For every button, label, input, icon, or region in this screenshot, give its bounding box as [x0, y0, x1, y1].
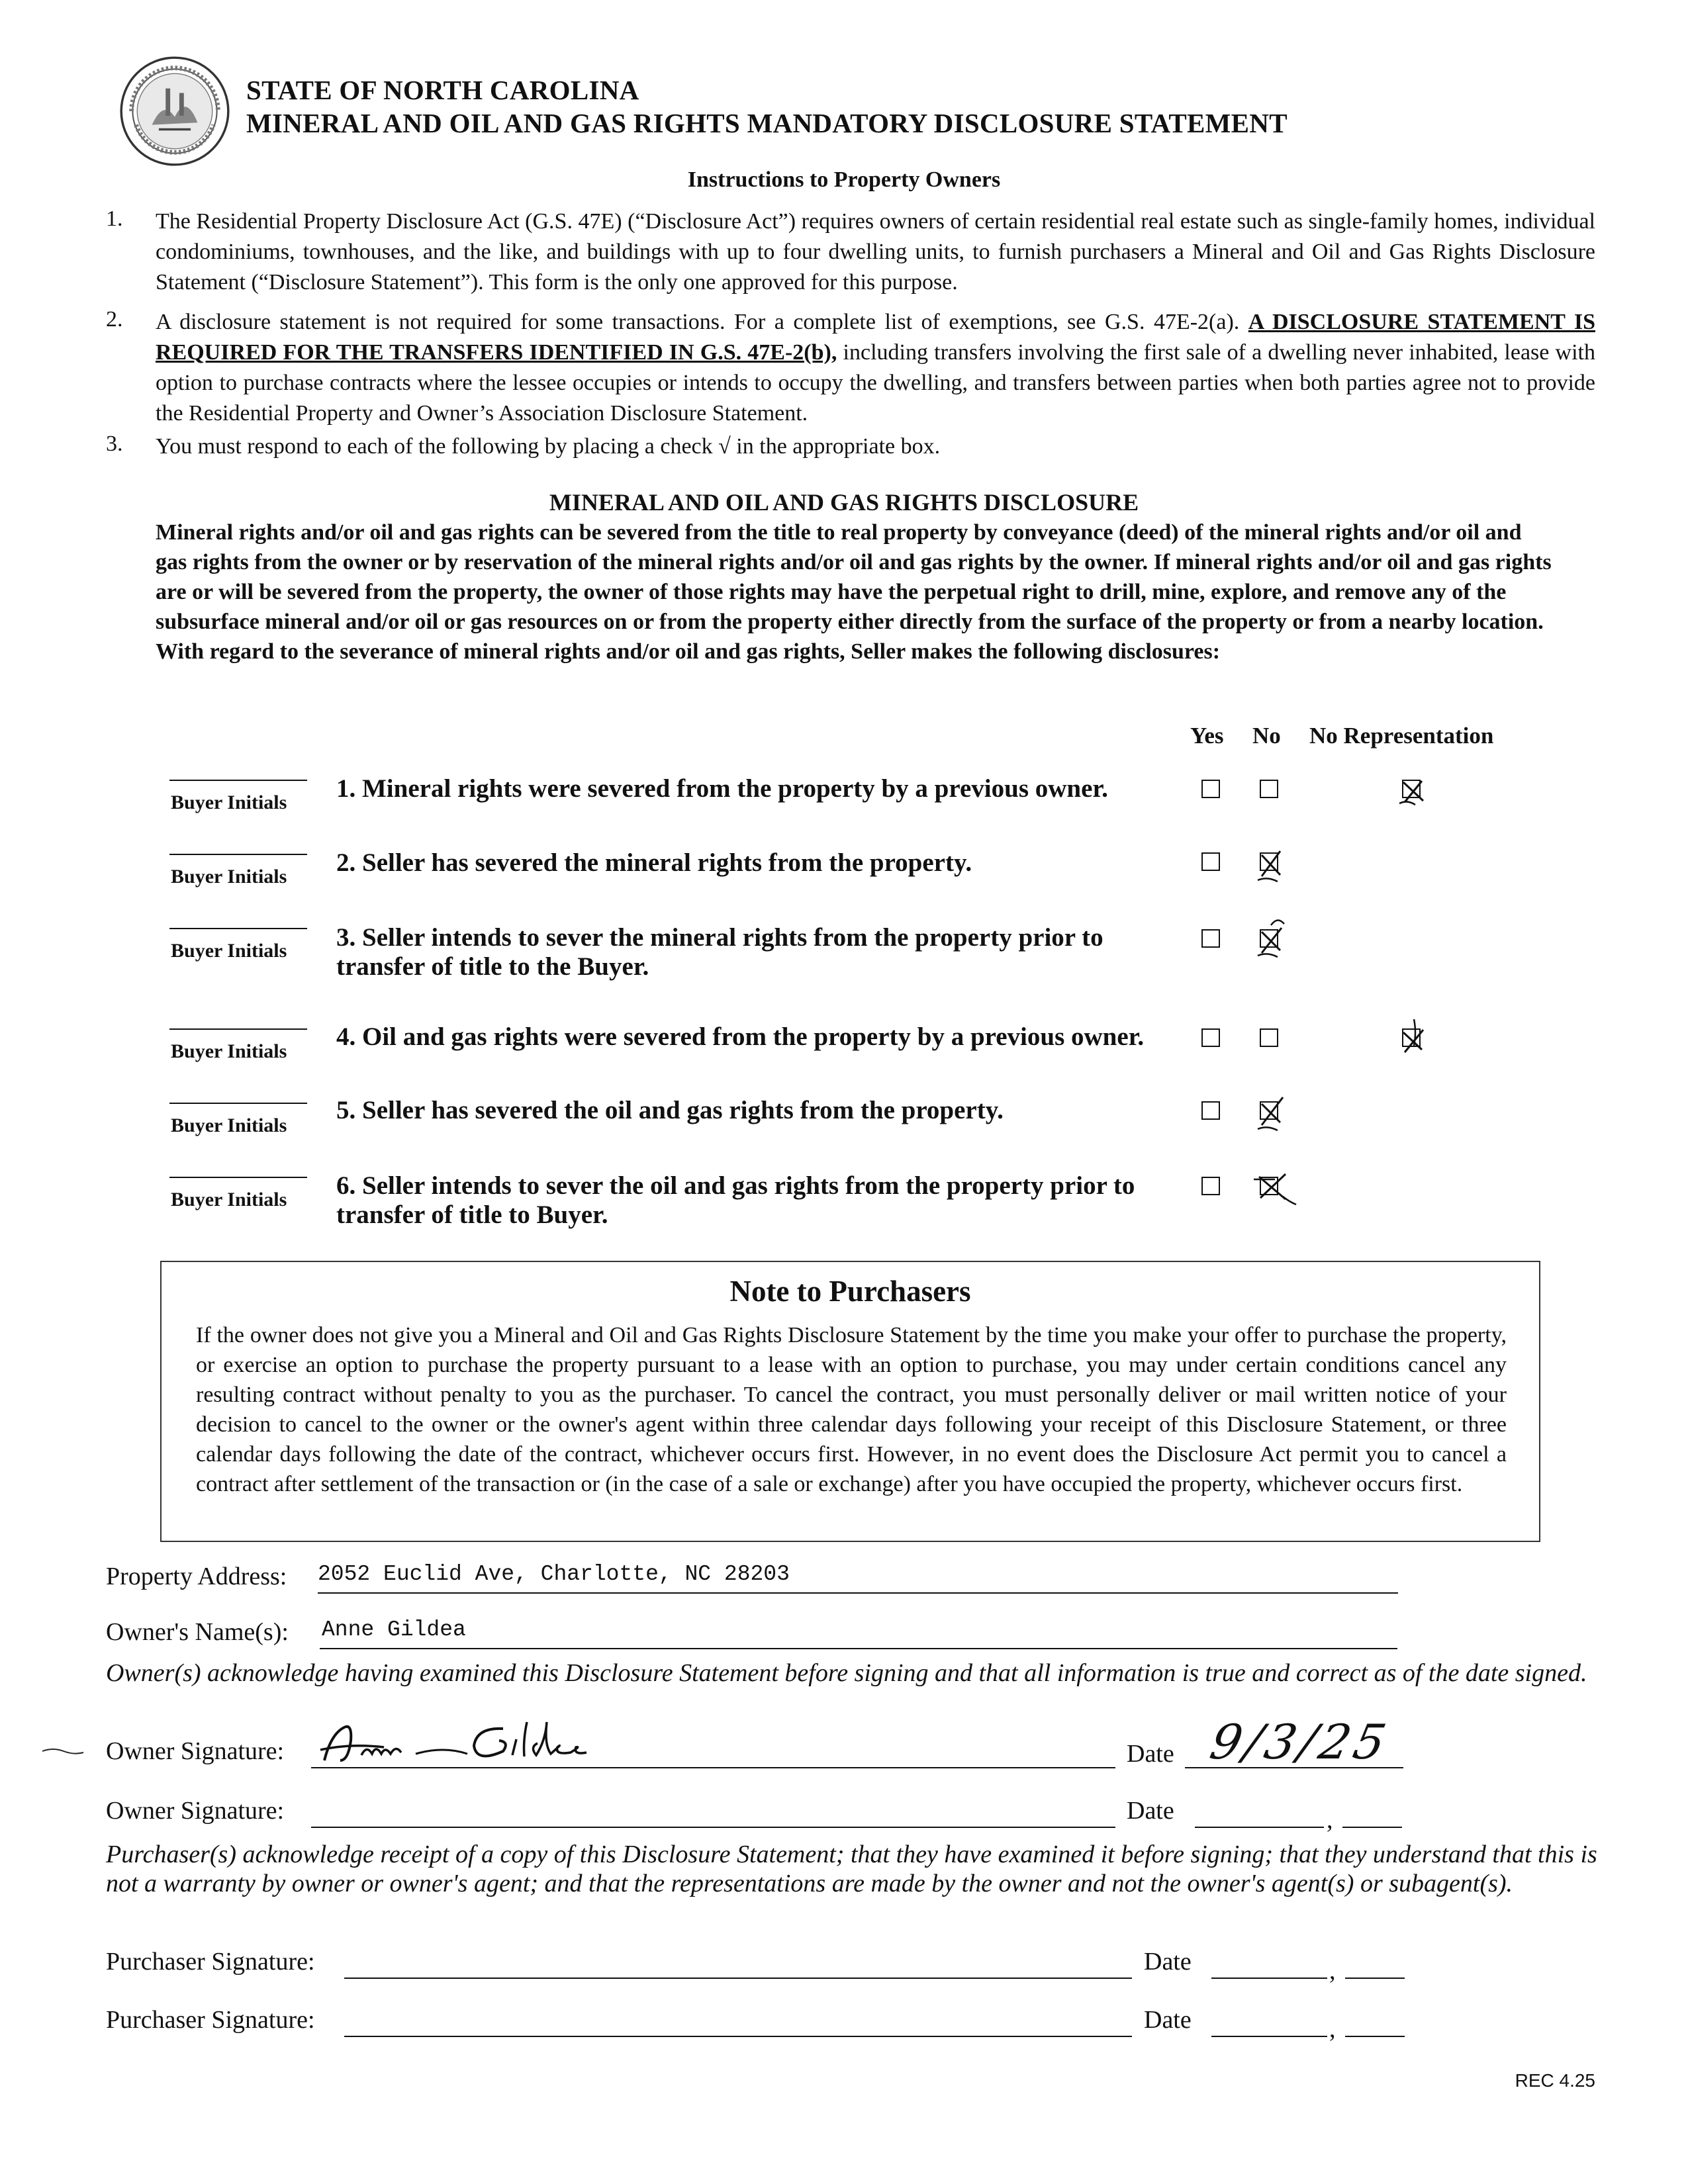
buyer-initials-label: Buyer Initials	[171, 1040, 287, 1062]
purchaser-date-field-2-year[interactable]	[1345, 2036, 1405, 2037]
question-text: 1. Mineral rights were severed from the property by a previous owner.	[336, 774, 1108, 803]
owner-signature-field-2[interactable]	[311, 1827, 1115, 1828]
handwritten-check-mark-icon	[1251, 1089, 1293, 1133]
question-text: 5. Seller has severed the oil and gas rights from the property.	[336, 1096, 1004, 1124]
yes-checkbox[interactable]	[1201, 929, 1220, 948]
note-to-purchasers-box	[160, 1261, 1540, 1542]
handwritten-check-mark-icon	[1251, 913, 1293, 960]
buyer-initials-label: Buyer Initials	[171, 866, 287, 887]
owner-handwritten-signature-icon	[311, 1714, 682, 1770]
instruction-2-part-a: A disclosure statement is not required for some transactions. For a complete list of exemptions, see G.S. 47E-2(a).	[156, 310, 1240, 334]
purchaser-date-label: Date	[1144, 1948, 1192, 1976]
yes-checkbox[interactable]	[1201, 1028, 1220, 1047]
date-comma: ,	[1329, 2015, 1336, 2043]
yes-checkbox[interactable]	[1201, 780, 1220, 798]
owner-signature-label: Owner Signature:	[106, 1737, 285, 1765]
purchaser-signature-field-1[interactable]	[344, 1978, 1132, 1979]
buyer-initials-line[interactable]	[169, 1103, 307, 1104]
buyer-initials-line[interactable]	[169, 928, 307, 929]
handwritten-check-mark-icon	[1248, 1166, 1301, 1207]
column-header-no: No	[1252, 723, 1281, 749]
handwritten-check-mark-icon	[1395, 773, 1432, 810]
property-address-label: Property Address:	[106, 1563, 287, 1590]
instruction-2-part-c: including transfers involving the first sale of a dwelling never inhabited, lease with option to purchase contracts where the lessee occupies or intends to occupy the dwelling, and transfers between parties when both parties agree not to provide the Residential Property and Owner’s Association Disclosure Statement.	[156, 340, 1596, 426]
instruction-number: 3.	[106, 432, 123, 456]
instruction-1-text: The Residential Property Disclosure Act (G.S. 47E) (“Disclosure Act”) requires owners of certain residential real estate such as single-family homes, individual condominiums, townhouses, and the like, and buildings with up to four dwelling units, to furnish purchasers a Mineral and Oil and Gas Rights Disclosure Statement (“Disclosure Statement”). This form is the only one approved for this purpose.	[156, 209, 1595, 295]
buyer-initials-label: Buyer Initials	[171, 940, 287, 962]
no-checkbox[interactable]	[1260, 1028, 1278, 1047]
instruction-number: 1.	[106, 206, 123, 231]
form-code: REC 4.25	[1515, 2070, 1595, 2091]
buyer-initials-line[interactable]	[169, 1177, 307, 1178]
owner-acknowledgment: Owner(s) acknowledge having examined this Disclosure Statement before signing and that all information is true and correct as of the date signed.	[106, 1659, 1587, 1687]
purchaser-signature-label: Purchaser Signature:	[106, 1948, 315, 1976]
owner-name-field[interactable]	[320, 1648, 1397, 1649]
no-checkbox[interactable]	[1260, 780, 1278, 798]
owner-date-value-handwritten: 9/3/25	[1205, 1714, 1395, 1770]
question-text: 3. Seller intends to sever the mineral rights from the property prior to transfer of title to the Buyer.	[336, 923, 1103, 981]
column-header-no-representation: No Representation	[1309, 723, 1494, 749]
instruction-2-text	[156, 307, 1595, 429]
form-state-heading: STATE OF NORTH CAROLINA	[246, 75, 639, 105]
stray-pen-mark-icon	[40, 1745, 86, 1758]
instruction-3-text: You must respond to each of the following by placing a check √ in the appropriate box.	[156, 434, 941, 459]
owner-date-field-2-year[interactable]	[1342, 1827, 1402, 1828]
purchaser-date-field-2-month-day[interactable]	[1211, 2036, 1327, 2037]
column-header-yes: Yes	[1190, 723, 1224, 749]
instructions-title: Instructions to Property Owners	[687, 167, 1001, 192]
disclosure-section-title: MINERAL AND OIL AND GAS RIGHTS DISCLOSURE	[549, 489, 1139, 516]
owner-signature-label-2: Owner Signature:	[106, 1797, 285, 1825]
owner-date-label: Date	[1127, 1740, 1174, 1768]
owner-name-value: Anne Gildea	[322, 1617, 466, 1642]
yes-checkbox[interactable]	[1201, 852, 1220, 871]
handwritten-check-mark-icon	[1394, 1013, 1434, 1059]
property-address-value: 2052 Euclid Ave, Charlotte, NC 28203	[318, 1562, 790, 1586]
buyer-initials-line[interactable]	[169, 854, 307, 855]
buyer-initials-label: Buyer Initials	[171, 792, 287, 813]
disclosure-section-body: Mineral rights and/or oil and gas rights can be severed from the title to real property by conveyance (deed) of the mineral rights and/or oil and gas rights from the owner or by reservation of the mineral rights and/or oil and gas rights by the owner. If mineral rights and/or oil and gas rights are or will be severed from the property, the owner of those rights may have the perpetual right to drill, mine, explore, and remove any of the subsurface mineral and/or oil or gas resources on or from the property either directly from the surface of the property or from a nearby location. With regard to the severance of mineral rights and/or oil and gas rights, Seller makes the following disclosures:	[156, 520, 1552, 664]
purchaser-date-field-1-year[interactable]	[1345, 1978, 1405, 1979]
note-text: If the owner does not give you a Mineral and Oil and Gas Rights Disclosure Statement by the time you make your offer to purchase the property, or exercise an option to purchase the property pursuant to a lease with an option to purchase, you may under certain conditions cancel any resulting contract without penalty to you as the purchaser. To cancel the contract, you must personally deliver or mail written notice of your decision to cancel to the owner or the owner's agent within three calendar days following your receipt of this Disclosure Statement, or three calendar days following the date of the contract, whichever occurs first. However, in no event does the Disclosure Act permit you to cancel a contract after settlement of the transaction or (in the case of a sale or exchange) after you have occupied the property, whichever occurs first.	[196, 1323, 1507, 1496]
yes-checkbox[interactable]	[1201, 1101, 1220, 1120]
form-title: MINERAL AND OIL AND GAS RIGHTS MANDATORY DISCLOSURE STATEMENT	[246, 108, 1288, 138]
date-comma: ,	[1327, 1806, 1333, 1834]
purchaser-date-field-1-month-day[interactable]	[1211, 1978, 1327, 1979]
buyer-initials-line[interactable]	[169, 1028, 307, 1030]
question-text: 2. Seller has severed the mineral rights from the property.	[336, 848, 972, 877]
purchaser-date-label-2: Date	[1144, 2006, 1192, 2034]
question-text: 4. Oil and gas rights were severed from the property by a previous owner.	[336, 1023, 1145, 1051]
owner-name-label: Owner's Name(s):	[106, 1618, 289, 1646]
instruction-2-required-notice: A DISCLOSURE STATEMENT IS REQUIRED FOR THE TRANSFERS IDENTIFIED IN G.S. 47E-2(b),	[156, 310, 1595, 365]
buyer-initials-label: Buyer Initials	[171, 1189, 287, 1210]
buyer-initials-label: Buyer Initials	[171, 1115, 287, 1136]
property-address-field[interactable]	[318, 1592, 1398, 1594]
instruction-number: 2.	[106, 307, 123, 332]
owner-date-label-2: Date	[1127, 1797, 1174, 1825]
owner-date-field-2-month-day[interactable]	[1195, 1827, 1324, 1828]
note-title: Note to Purchasers	[729, 1275, 971, 1308]
purchaser-signature-label-2: Purchaser Signature:	[106, 2006, 315, 2034]
buyer-initials-line[interactable]	[169, 780, 307, 781]
handwritten-check-mark-icon	[1251, 842, 1291, 884]
date-comma: ,	[1329, 1957, 1336, 1985]
purchaser-signature-field-2[interactable]	[344, 2036, 1132, 2037]
purchaser-acknowledgment: Purchaser(s) acknowledge receipt of a copy of this Disclosure Statement; that they have examined it before signing; that they understand that this is not a warranty by owner or owner's agent; and that the representations are made by the owner and not the owner's agent(s) or subagent(s).	[106, 1841, 1597, 1897]
yes-checkbox[interactable]	[1201, 1177, 1220, 1195]
commission-seal-icon	[118, 54, 232, 168]
question-text: 6. Seller intends to sever the oil and gas rights from the property prior to transfer of title to Buyer.	[336, 1171, 1135, 1229]
